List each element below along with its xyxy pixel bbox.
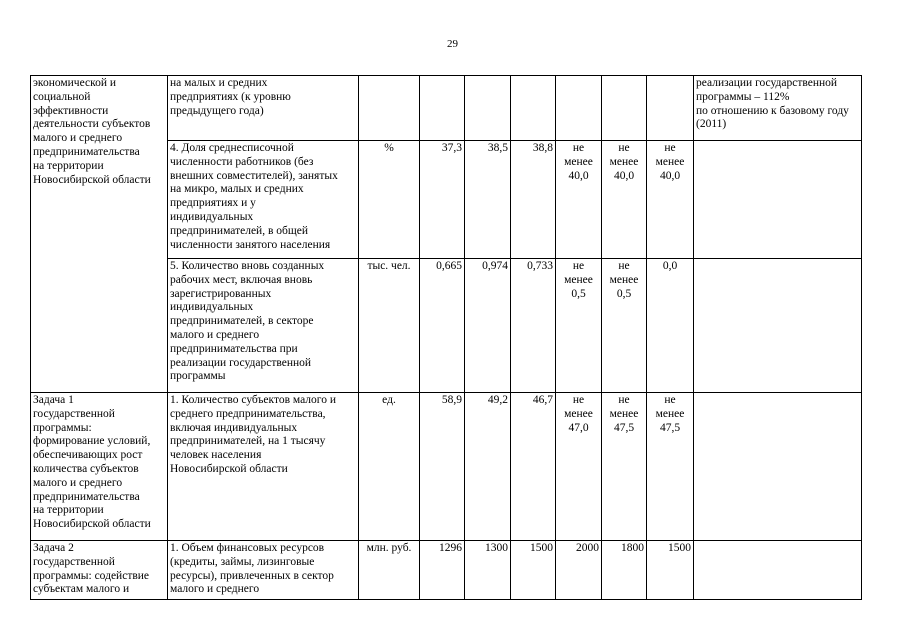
table-row [31, 393, 862, 541]
unit-cell [359, 76, 420, 141]
value-cell [420, 76, 465, 141]
value-cell: не менее 47,0 [556, 393, 602, 541]
value-cell: 2000 [556, 541, 602, 600]
indicator-cell: 4. Доля среднесписочной численности работников (без внешних совместителей), занятых на микро, малых и средних предприятиях и у индивидуальных предпринимателей, в общей численности занятого населения [168, 141, 359, 259]
value-cell: 1500 [511, 541, 556, 600]
indicator-cell: на малых и средних предприятиях (к уровню предыдущего года) [168, 76, 359, 141]
goal-cell: Задача 1 государственной программы: формирование условий, обеспечивающих рост количества субъектов малого и среднего предпринимательства на территории Новосибирской области [31, 393, 168, 541]
value-cell: 49,2 [465, 393, 511, 541]
value-cell: не менее 47,5 [647, 393, 694, 541]
value-cell [602, 76, 647, 141]
value-cell: не менее 40,0 [647, 141, 694, 259]
note-cell: реализации государственной программы – 112% по отношению к базовому году (2011) [694, 76, 862, 141]
table-row [31, 76, 862, 141]
value-cell: 0,974 [465, 259, 511, 393]
value-cell [556, 76, 602, 141]
indicator-cell: 1. Количество субъектов малого и среднего предпринимательства, включая индивидуальных предпринимателей, на 1 тысячу человек населения Новосибирской области [168, 393, 359, 541]
value-cell: 0,665 [420, 259, 465, 393]
table-row [31, 541, 862, 600]
value-cell [465, 76, 511, 141]
value-cell: 38,5 [465, 141, 511, 259]
unit-cell: млн. руб. [359, 541, 420, 600]
value-cell: 38,8 [511, 141, 556, 259]
page-number: 29 [447, 38, 458, 50]
value-cell: 0,0 [647, 259, 694, 393]
value-cell: 37,3 [420, 141, 465, 259]
note-cell [694, 541, 862, 600]
value-cell: не менее 0,5 [556, 259, 602, 393]
unit-cell: % [359, 141, 420, 259]
value-cell: 1300 [465, 541, 511, 600]
unit-cell: ед. [359, 393, 420, 541]
note-cell [694, 259, 862, 393]
goal-cell: экономической и социальной эффективности деятельности субъектов малого и среднего предпринимательства на территории Новосибирской области [31, 76, 168, 393]
note-cell [694, 141, 862, 259]
value-cell [647, 76, 694, 141]
indicator-cell: 5. Количество вновь созданных рабочих мест, включая вновь зарегистрированных индивидуальных предпринимателей, в секторе малого и среднего предпринимательства при реализации государственной программы [168, 259, 359, 393]
value-cell: не менее 0,5 [602, 259, 647, 393]
value-cell [511, 76, 556, 141]
value-cell: 58,9 [420, 393, 465, 541]
indicators-table [30, 75, 862, 600]
value-cell: 0,733 [511, 259, 556, 393]
value-cell: 46,7 [511, 393, 556, 541]
note-cell [694, 393, 862, 541]
value-cell: не менее 47,5 [602, 393, 647, 541]
unit-cell: тыс. чел. [359, 259, 420, 393]
value-cell: 1800 [602, 541, 647, 600]
value-cell: 1500 [647, 541, 694, 600]
value-cell: не менее 40,0 [556, 141, 602, 259]
value-cell: не менее 40,0 [602, 141, 647, 259]
value-cell: 1296 [420, 541, 465, 600]
goal-cell: Задача 2 государственной программы: содействие субъектам малого и [31, 541, 168, 600]
indicator-cell: 1. Объем финансовых ресурсов (кредиты, займы, лизинговые ресурсы), привлеченных в сектор малого и среднего [168, 541, 359, 600]
